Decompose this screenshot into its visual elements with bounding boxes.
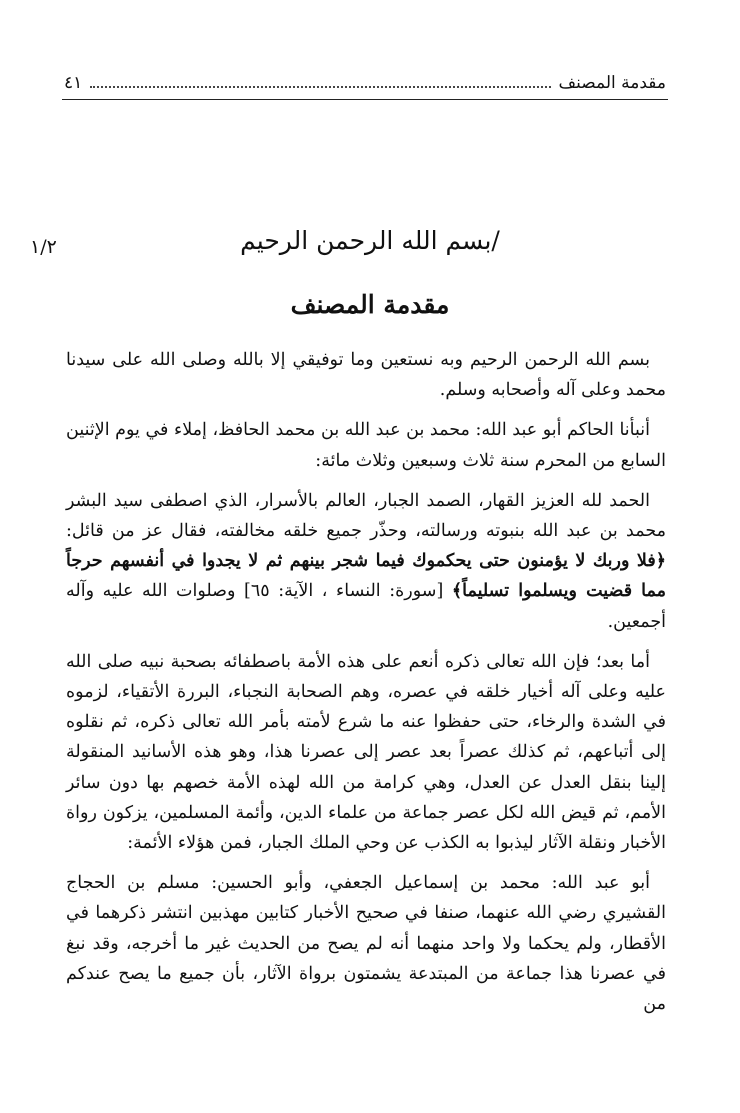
hamd-intro: الحمد لله العزيز القهار، الصمد الجبار، العالم بالأسرار، الذي اصطفى سيد البشر محمد بن عبد الله بنبوته ورسالته، وحذّر جميع خلقه مخالفته، فقال عز من قائل: xyxy=(66,490,666,542)
paragraph-hamd xyxy=(66,486,666,637)
paragraph-amma-bad: أما بعد؛ فإن الله تعالى ذكره أنعم على هذه الأمة باصطفائه بصحبة نبيه صلى الله عليه وعلى آله أخيار خلقه في عصره، وهم الصحابة النجباء، البررة الأتقياء، لزموه في الشدة والرخاء، حتى حفظوا عنه ما شرع لأمته بأمر الله تعالى ذكره، ثم نقلوه إلى أتباعهم، ثم كذلك عصراً بعد عصر إلى عصرنا هذا، وهو هذه الأسانيد المنقولة إلينا بنقل العدل عن العدل، وهي كرامة من الله لهذه الأمة خصهم بها دون سائر الأمم، ثم قيض الله لكل عصر جماعة من علماء الدين، وأئمة المسلمين، يزكون رواة الأخبار ونقلة الآثار ليذبوا به الكذب عن وحي الملك الجبار، فمن هؤلاء الأئمة: xyxy=(66,651,666,854)
header-title: مقدمة المصنف xyxy=(558,73,666,93)
running-header xyxy=(64,70,666,96)
quran-reference: [سورة: النساء ، الآية: ٦٥] وصلوات الله عليه وآله أجمعين. xyxy=(66,581,666,632)
basmala-heading: /بسم الله الرحمن الرحيم xyxy=(240,226,500,255)
marginal-folio-note: ١/٢ xyxy=(30,236,57,258)
main-text xyxy=(66,345,666,1029)
section-title: مقدمة المصنف xyxy=(290,290,450,319)
page-number: ٤١ xyxy=(64,73,83,93)
paragraph-isnad: أنبأنا الحاكم أبو عبد الله: محمد بن عبد الله بن محمد الحافظ، إملاء في يوم الإثنين السابع من المحرم سنة ثلاث وسبعين وثلاث مائة: xyxy=(66,420,666,471)
header-dot-leader xyxy=(90,86,550,88)
quran-quote: ﴿فلا وربك لا يؤمنون حتى يحكموك فيما شجر بينهم ثم لا يجدوا في أنفسهم حرجاً مما قضيت ويسلموا تسليماً﴾ xyxy=(66,551,666,602)
header-rule xyxy=(62,99,668,100)
paragraph-opening: بسم الله الرحمن الرحيم وبه نستعين وما توفيقي إلا بالله وصلى الله على سيدنا محمد وعلى آله وأصحابه وسلم. xyxy=(66,350,666,401)
paragraph-imams: أبو عبد الله: محمد بن إسماعيل الجعفي، وأبو الحسين: مسلم بن الحجاج القشيري رضي الله عنهما، صنفا في صحيح الأخبار كتابين مهذبين انتشر ذكرهما في الأقطار، ولم يحكما ولا واحد منهما أنه لم يصح من الحديث غير ما أخرجه، وقد نبغ في عصرنا هذا جماعة من المبتدعة يشمتون برواة الآثار، بأن جميع ما يصح عندكم من xyxy=(66,873,666,1015)
